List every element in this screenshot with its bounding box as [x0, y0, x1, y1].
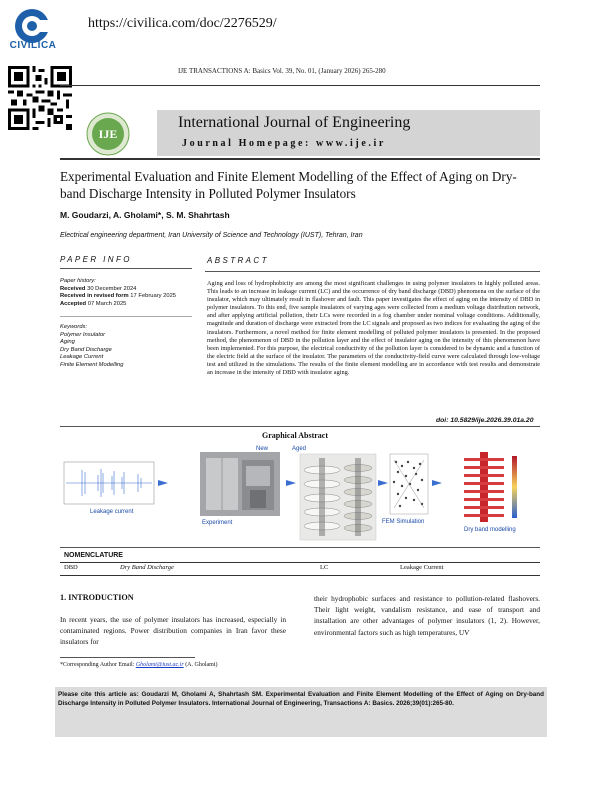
received-line — [60, 286, 200, 294]
dry-band-label: Dry band modelling — [464, 527, 516, 533]
authors: M. Goudarzi, A. Gholami*, S. M. Shahrtash — [60, 210, 230, 220]
abstract-heading: ABSTRACT — [207, 256, 269, 265]
divider — [60, 268, 192, 269]
citation-text: Please cite this article as: Goudarzi M, Gholami A, Shahrtash SM. Experimental Evaluation and Finite Element Modelling of the Effect of Aging on Dry-band Discharge Intensity in Polluted Polymer Insulators. International Journal of Engineering, Transactions A: Basics. 2026;39(01):265-80. — [58, 691, 544, 708]
keyword-item: Finite Element Modelling — [60, 361, 124, 368]
keywords — [60, 324, 200, 370]
leakage-current-plot — [64, 462, 154, 504]
doi-link[interactable]: doi: 10.5829/ije.2026.39.01a.20 — [436, 417, 534, 424]
ije-logo-icon — [86, 112, 130, 156]
divider — [60, 547, 540, 548]
keyword-item: Polymer Insulator — [60, 331, 106, 338]
nomenclature-row — [60, 564, 540, 574]
history-label: Paper history: — [60, 278, 96, 284]
accepted-line — [60, 301, 200, 309]
experiment-label: Experiment — [202, 520, 233, 526]
dry-band-model — [464, 452, 517, 522]
keyword-item: Leakage Current — [60, 354, 104, 361]
nomenclature-heading: NOMENCLATURE — [64, 552, 123, 559]
fem-simulation — [390, 454, 428, 514]
new-label: New — [256, 446, 269, 452]
keywords-label: Keywords: — [60, 324, 88, 330]
divider — [60, 158, 540, 160]
ije-logo-text: IJE — [98, 127, 118, 141]
insulator-samples — [300, 454, 376, 540]
nomenclature-abbr: LC — [320, 564, 329, 571]
author-email-link[interactable]: Gholami@iust.ac.ir — [135, 662, 184, 668]
accepted-label: Accepted — [60, 300, 87, 307]
abstract-text: Aging and loss of hydrophobicity are among the most significant challenges in using polymer insulators in highly polluted areas. This leads to an increase in leakage current (LC) and the occurrence of dry band discharge (DBD) phenomena on the surface of the insulator, which may ultimately result in flashover and fault. This paper investigates the effect of aging on the intensity of DBD in polymer insulators. To this end, five sample insulators of varying ages were collected from a medium voltage distribution network, and after applying artificial pollution, their LCs were recorded in a fog chamber under nominal voltage conditions. Additionally, magnitude and duration of discharge were extracted from the LC signals and proposed as two indices for evaluating the aging of the insulators. Furthermore, a novel method for finite element modelling of polluted polymer insulators is presented. In the proposed method, the phenomenon of DBD in the pollution layer and the effect of insulator aging on the intensity of this phenomenon have been implemented. For this purpose, the electrical conductivity of the pollution layer is considered to be dynamic and a function of the electric field at the surface of the insulator. The parameters of the conductivity-field curve were calculated through low-voltage test and utilized in the simulations. The results of the finite element modelling are in accordance with test results and demonstrate an increase in the intensity of DBD with insulator aging. — [207, 280, 540, 377]
introduction-column-left: In recent years, the use of polymer insulators has increased, especially in contaminated regions. Power distribution companies in Iran favor these insulators for — [60, 615, 286, 647]
nomenclature-meaning: Dry Band Discharge — [120, 564, 174, 571]
fem-label: FEM Simulation — [382, 519, 425, 525]
journal-title: International Journal of Engineering — [178, 114, 411, 131]
graphical-abstract-title: Graphical Abstract — [262, 431, 328, 440]
keyword-item: Aging — [60, 339, 75, 346]
revised-label: Received in revised form — [60, 293, 129, 299]
journal-homepage[interactable]: Journal Homepage: www.ije.ir — [182, 138, 386, 149]
document-url[interactable]: https://civilica.com/doc/2276529/ — [88, 16, 277, 31]
journal-reference: IJE TRANSACTIONS A: Basics Vol. 39, No. 01, (January 2026) 265-280 — [178, 67, 386, 75]
aged-label: Aged — [292, 446, 307, 452]
received-label: Received — [60, 285, 86, 292]
received-date: 30 December 2024 — [87, 285, 137, 292]
keyword-item: Dry Band Discharge — [60, 346, 112, 353]
divider — [60, 657, 195, 658]
footnote-prefix: *Corresponding Author Email: — [60, 662, 136, 668]
nomenclature-meaning: Leakage Current — [400, 564, 444, 571]
divider — [60, 85, 540, 86]
divider — [60, 562, 540, 563]
experiment-photo — [200, 452, 280, 516]
footnote-suffix: (A. Gholami) — [183, 662, 218, 668]
nomenclature-abbr: DBD — [64, 564, 78, 571]
paper-info-heading: PAPER INFO — [60, 255, 132, 264]
civilica-label: CIVILICA — [9, 40, 57, 51]
divider — [60, 575, 540, 576]
graphical-abstract-figure — [60, 442, 540, 542]
affiliation: Electrical engineering department, Iran University of Science and Technology (IUST), Tehran, Iran — [60, 232, 363, 239]
leakage-current-label: Leakage current — [90, 509, 134, 515]
revised-line — [60, 293, 200, 301]
divider — [60, 316, 192, 317]
paper-title: Experimental Evaluation and Finite Element Modelling of the Effect of Aging on Dry-band Discharge Intensity in Polluted Polymer Insulators — [60, 169, 517, 201]
introduction-heading: 1. INTRODUCTION — [60, 593, 134, 602]
qr-code-icon — [8, 66, 72, 130]
paper-history — [60, 278, 200, 308]
corresponding-author-footnote — [60, 662, 218, 668]
divider — [60, 426, 540, 427]
divider — [205, 271, 540, 272]
introduction-column-right: their hydrophobic surfaces and resistance to pollution-related flashovers. Their light weight, vandalism resistance, and ease of transport and installation are other advantages of polymer insulators (1, 2). However, environmental factors such as high temperatures, UV — [314, 594, 540, 637]
accepted-date: 07 March 2025 — [87, 300, 127, 307]
revised-date: 17 February 2025 — [130, 293, 177, 299]
